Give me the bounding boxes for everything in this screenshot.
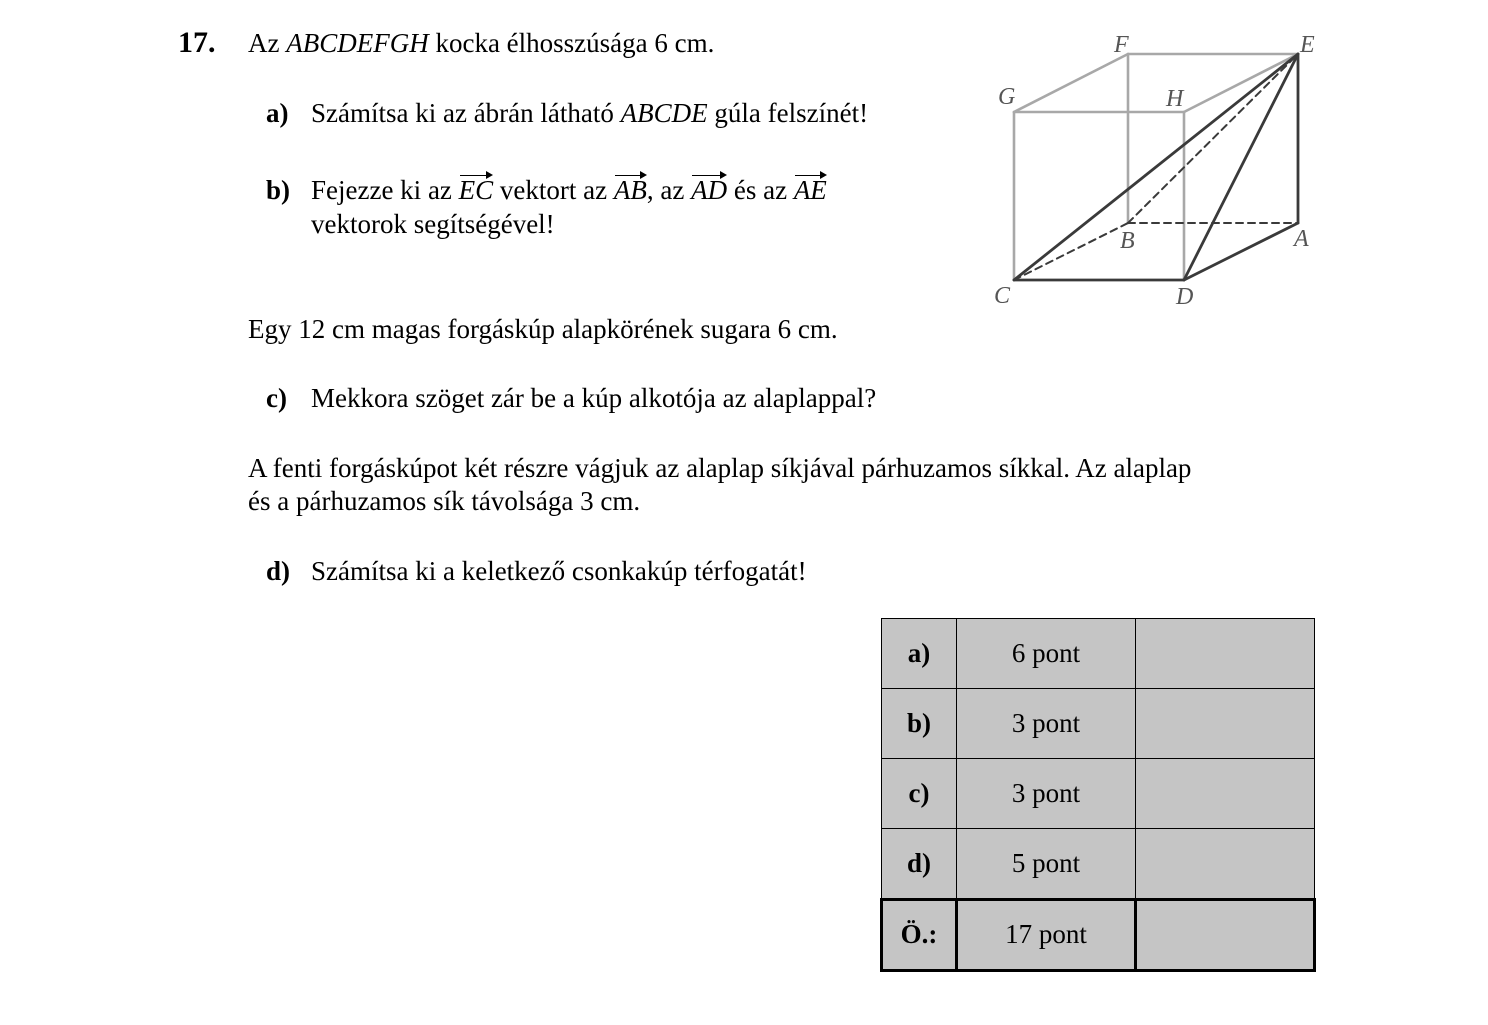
vector-ab: AB — [614, 172, 647, 208]
part-b-t1: Fejezze ki az — [311, 175, 459, 205]
problem-number: 17. — [178, 26, 216, 59]
vertex-label-d: D — [1176, 284, 1194, 310]
row-earned-cell — [1136, 689, 1315, 759]
vertex-label-e: E — [1300, 32, 1315, 58]
vertex-label-g: G — [998, 84, 1016, 110]
part-a-label: a) — [266, 98, 289, 128]
total-points: 17 pont — [957, 900, 1136, 971]
vertex-label-b: B — [1120, 228, 1135, 254]
total-earned-cell — [1136, 900, 1315, 971]
score-table — [880, 618, 1316, 972]
part-b-t3: , az — [646, 175, 692, 205]
part-b-t4: és az — [727, 175, 794, 205]
part-a-pyramid: ABCDE — [620, 98, 708, 128]
vertex-label-h: H — [1166, 86, 1184, 112]
total-label: Ö.: — [882, 900, 957, 971]
pyramid-edges — [1014, 54, 1298, 280]
part-c-label: c) — [266, 383, 287, 413]
row-part-label: d) — [882, 829, 957, 900]
table-row — [882, 619, 1315, 689]
table-row-total — [882, 900, 1315, 971]
vector-ae: AE — [794, 172, 827, 208]
row-points: 3 pont — [957, 689, 1136, 759]
cut-text-line2: és a párhuzamos sík távolsága 3 cm. — [248, 486, 641, 516]
vertex-label-f: F — [1114, 32, 1129, 58]
part-d-text: Számítsa ki a keletkező csonkakúp térfogatát! — [311, 556, 807, 586]
row-earned-cell — [1136, 829, 1315, 900]
vertex-label-a: A — [1294, 226, 1309, 252]
row-points: 5 pont — [957, 829, 1136, 900]
part-c-text: Mekkora szöget zár be a kúp alkotója az alaplappal? — [311, 383, 877, 413]
part-b-t2: vektort az — [493, 175, 614, 205]
table-row — [882, 689, 1315, 759]
row-part-label: b) — [882, 689, 957, 759]
intro-prefix: Az — [248, 28, 287, 58]
row-earned-cell — [1136, 619, 1315, 689]
part-d-label: d) — [266, 556, 291, 586]
intro-suffix: kocka élhosszúsága 6 cm. — [428, 28, 715, 58]
table-row — [882, 829, 1315, 900]
vector-ec: EC — [459, 172, 494, 208]
cut-text-line1: A fenti forgáskúpot két részre vágjuk az alaplap síkjával párhuzamos síkkal. Az alaplap — [248, 453, 1192, 483]
part-a-pre: Számítsa ki az ábrán látható — [311, 98, 621, 128]
part-b-label: b) — [266, 175, 291, 205]
intro-cube-name: ABCDEFGH — [286, 28, 429, 58]
part-a-post: gúla felszínét! — [707, 98, 869, 128]
row-earned-cell — [1136, 759, 1315, 829]
row-points: 3 pont — [957, 759, 1136, 829]
row-part-label: a) — [882, 619, 957, 689]
row-part-label: c) — [882, 759, 957, 829]
row-points: 6 pont — [957, 619, 1136, 689]
cone-text: Egy 12 cm magas forgáskúp alapkörének sugara 6 cm. — [248, 314, 838, 344]
vertex-label-c: C — [994, 283, 1011, 309]
vector-ad: AD — [691, 172, 727, 208]
table-row — [882, 759, 1315, 829]
part-b-line2: vektorok segítségével! — [311, 209, 555, 239]
